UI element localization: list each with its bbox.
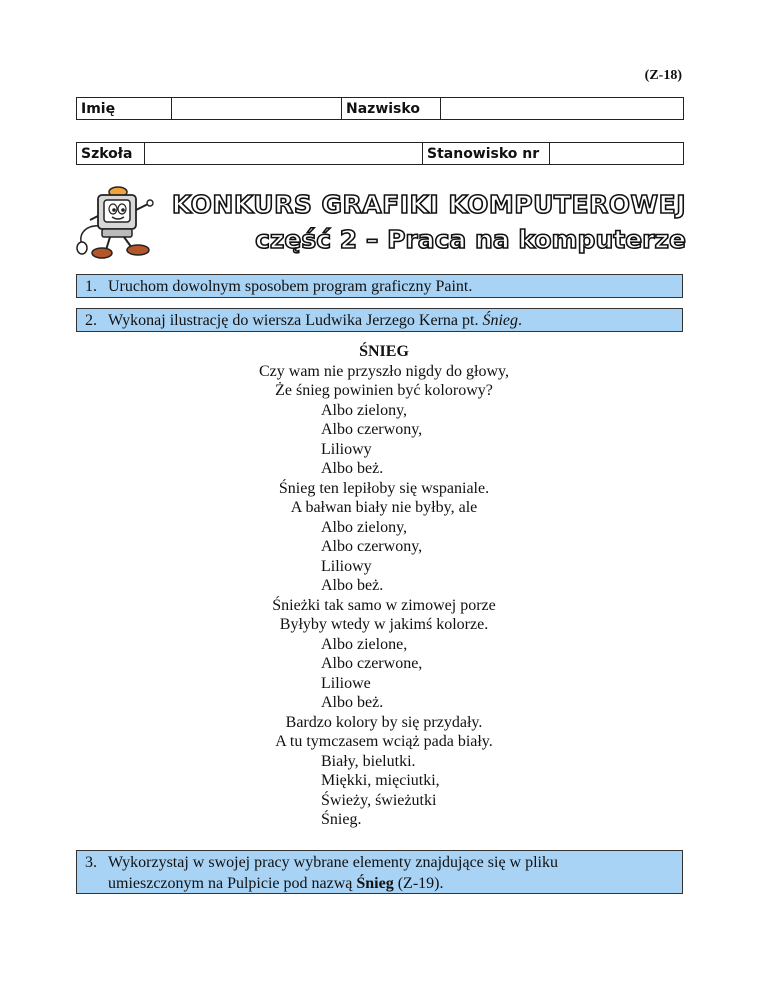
poem-line: Albo beż. bbox=[321, 577, 384, 594]
poem-line: Śnieg. bbox=[321, 811, 362, 828]
poem-line: Miękki, mięciutki, bbox=[321, 772, 440, 789]
poem-line: Że śnieg powinien być kolorowy? bbox=[275, 382, 493, 399]
task-2-number: 2. bbox=[85, 312, 97, 329]
computer-mascot-icon bbox=[74, 186, 166, 262]
poem-line: Albo czerwony, bbox=[321, 538, 423, 555]
station-field[interactable] bbox=[550, 143, 684, 165]
poem-line: Liliowy bbox=[321, 557, 372, 575]
task-2-poem-title: Śnieg bbox=[482, 312, 518, 329]
task-3-number: 3. bbox=[85, 854, 97, 871]
station-label: Stanowisko nr bbox=[423, 143, 550, 165]
task-1-text: Uruchom dowolnym sposobem program graficzny Paint. bbox=[108, 278, 473, 295]
poem-line: A bałwan biały nie byłby, ale bbox=[290, 499, 478, 516]
document-code: (Z-18) bbox=[644, 68, 682, 83]
poem-line: Śnieżki tak samo w zimowej porze bbox=[272, 596, 496, 614]
task-3-line-2 bbox=[85, 873, 675, 894]
poem-title: ŚNIEG bbox=[359, 343, 409, 360]
poem-line: Bardzo kolory by się przydały. bbox=[285, 713, 483, 731]
name-form-row bbox=[76, 97, 684, 120]
poem-line: Albo zielone, bbox=[321, 635, 408, 653]
school-form-row bbox=[76, 142, 684, 165]
poem-line: Albo czerwone, bbox=[321, 655, 423, 672]
task-2-text: Wykonaj ilustrację do wiersza Ludwika Jerzego Kerna pt. bbox=[108, 312, 483, 329]
school-field[interactable] bbox=[145, 143, 423, 165]
poem-line: Śnieg ten lepiłoby się wspaniale. bbox=[278, 479, 490, 497]
banner-title: KONKURS GRAFIKI KOMPUTEROWEJ bbox=[171, 190, 686, 219]
task-2-suffix: . bbox=[518, 312, 522, 329]
poem-line: Świeży, świeżutki bbox=[321, 791, 437, 809]
last-name-field[interactable] bbox=[441, 98, 684, 120]
poem-line: Albo zielony, bbox=[321, 401, 408, 419]
task-3-file-name: Śnieg bbox=[356, 875, 394, 892]
poem-line: Albo beż. bbox=[321, 460, 384, 477]
school-label: Szkoła bbox=[77, 143, 145, 165]
poem-line: A tu tymczasem wciąż pada biały. bbox=[275, 733, 493, 750]
banner-subtitle: część 2 – Praca na komputerze bbox=[255, 225, 686, 254]
poem-line: Liliowe bbox=[321, 674, 371, 692]
task-3 bbox=[76, 850, 683, 894]
task-3-text: Wykorzystaj w swojej pracy wybrane elementy znajdujące się w pliku bbox=[108, 854, 558, 871]
poem-line: Biały, bielutki. bbox=[321, 752, 416, 770]
task-3-line-2-suffix: (Z-19). bbox=[393, 875, 444, 892]
poem-line: Byłyby wtedy w jakimś kolorze. bbox=[279, 616, 489, 633]
poem-line: Albo beż. bbox=[321, 694, 384, 711]
task-1-number: 1. bbox=[85, 278, 97, 295]
task-1 bbox=[76, 274, 683, 298]
poem-line: Albo zielony, bbox=[321, 518, 408, 536]
first-name-field[interactable] bbox=[172, 98, 342, 120]
poem-line: Liliowy bbox=[321, 440, 372, 458]
poem-line: Albo czerwony, bbox=[321, 421, 423, 438]
task-2 bbox=[76, 308, 683, 332]
first-name-label: Imię bbox=[77, 98, 172, 120]
poem-line: Czy wam nie przyszło nigdy do głowy, bbox=[258, 362, 510, 380]
task-3-line-2-prefix: umieszczonym na Pulpicie pod nazwą bbox=[108, 875, 357, 892]
last-name-label: Nazwisko bbox=[342, 98, 441, 120]
